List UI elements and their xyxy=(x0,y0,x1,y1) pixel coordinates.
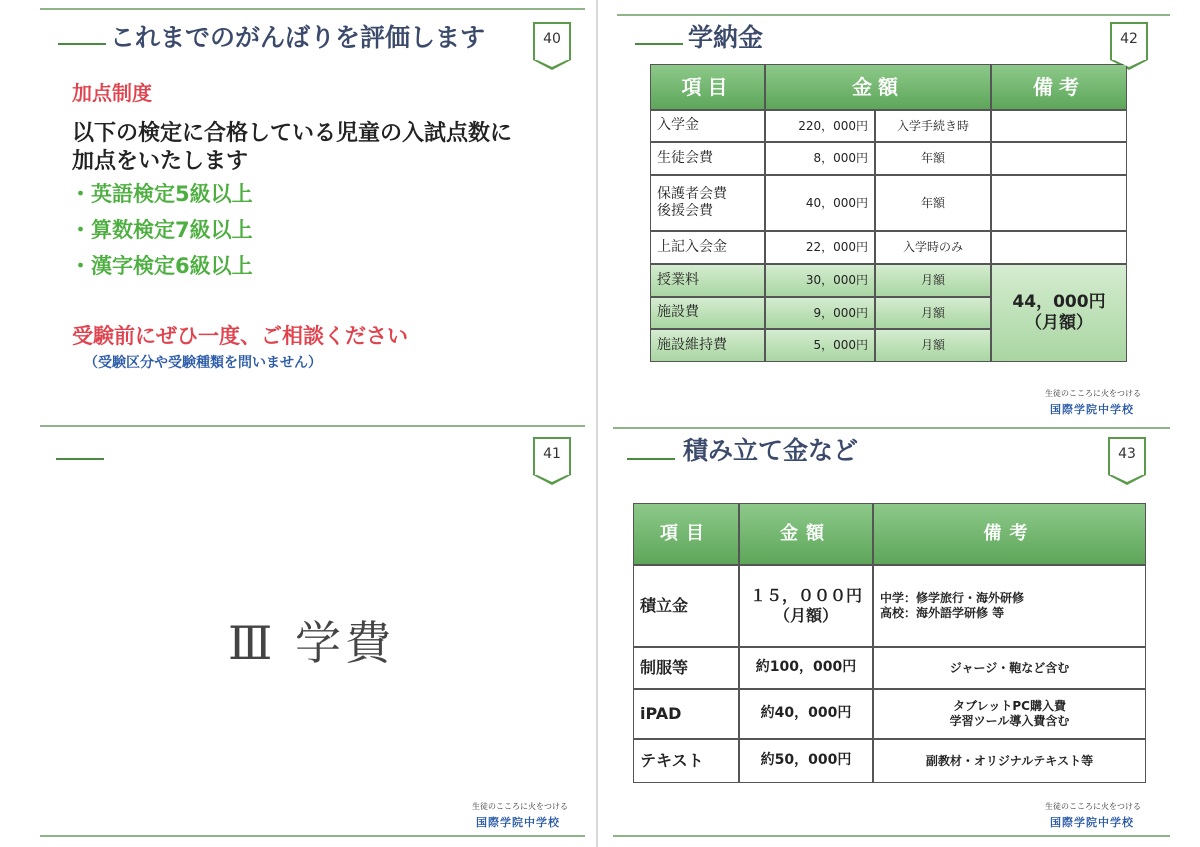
list-item xyxy=(70,214,253,250)
list-item-text: 算数検定7級以上 xyxy=(91,218,253,242)
row-note: ジャージ・鞄など含む xyxy=(873,647,1146,689)
row-extra xyxy=(991,110,1127,142)
row-item: iPAD xyxy=(633,689,739,739)
list-item-text: 英語検定5級以上 xyxy=(91,182,253,206)
row-note: 副教材・オリジナルテキスト等 xyxy=(873,739,1146,783)
page-divider xyxy=(596,0,598,847)
top-rule xyxy=(40,425,585,427)
title-underline xyxy=(58,43,106,45)
row-extra xyxy=(991,231,1127,264)
row-amount: 約100，000円 xyxy=(739,647,873,689)
page-number-badge xyxy=(1108,437,1146,475)
row-note: 入学時のみ xyxy=(875,231,991,264)
row-amount: 8，000円 xyxy=(765,142,875,175)
slide-41 xyxy=(0,425,590,847)
row-note: 入学手続き時 xyxy=(875,110,991,142)
row-note: 年額 xyxy=(875,175,991,231)
row-note: 月額 xyxy=(875,264,991,297)
page-number: 41 xyxy=(543,446,561,462)
footer-school-name: 国際学院中学校 xyxy=(1050,816,1134,829)
row-amount: １５，０００円 （月額） xyxy=(739,565,873,647)
row-item: 保護者会費 後援会費 xyxy=(650,175,765,231)
row-extra xyxy=(991,142,1127,175)
page-number: 40 xyxy=(543,31,561,47)
section-heading: 加点制度 xyxy=(72,81,152,105)
title-underline xyxy=(627,458,675,460)
page-number-badge xyxy=(533,437,571,475)
row-item: 施設費 xyxy=(650,297,765,329)
top-rule xyxy=(40,8,585,10)
row-amount: 9，000円 xyxy=(765,297,875,329)
slide-40 xyxy=(0,0,590,420)
row-note: タブレットPC購入費 学習ツール導入費含む xyxy=(873,689,1146,739)
footer-tagline: 生徒のこころに火をつける xyxy=(472,802,568,811)
slide-title: 学納金 xyxy=(688,23,764,52)
page-number: 42 xyxy=(1120,31,1138,47)
slide-title: これまでのがんばりを評価します xyxy=(110,23,486,52)
bottom-rule xyxy=(40,835,585,837)
row-amount: 5，000円 xyxy=(765,329,875,362)
page-number-badge xyxy=(1110,22,1148,60)
body-line-2: 加点をいたします xyxy=(72,149,249,174)
row-amount: 40，000円 xyxy=(765,175,875,231)
page-number-badge xyxy=(533,22,571,60)
row-note: 年額 xyxy=(875,142,991,175)
body-line-1: 以下の検定に合格している児童の入試点数に xyxy=(72,121,513,146)
top-rule xyxy=(617,14,1170,16)
list-item xyxy=(70,178,253,214)
row-item: テキスト xyxy=(633,739,739,783)
consult-message: 受験前にぜひ一度、ご相談ください xyxy=(72,324,408,348)
row-item: 入学金 xyxy=(650,110,765,142)
row-item: 施設維持費 xyxy=(650,329,765,362)
qualification-list xyxy=(70,178,253,286)
row-item: 生徒会費 xyxy=(650,142,765,175)
row-item: 上記入会金 xyxy=(650,231,765,264)
monthly-total: 44，000円 （月額） xyxy=(991,264,1127,362)
row-amount: 22，000円 xyxy=(765,231,875,264)
header-amount: 金額 xyxy=(739,503,873,565)
footer-school-name: 国際学院中学校 xyxy=(1050,403,1134,416)
bullet: ・ xyxy=(70,254,91,278)
bullet: ・ xyxy=(70,182,91,206)
row-note: 月額 xyxy=(875,297,991,329)
section-heading: Ⅲ 学費 xyxy=(228,616,395,670)
top-rule xyxy=(613,427,1170,429)
header-item: 項目 xyxy=(650,64,765,110)
footer-tagline: 生徒のこころに火をつける xyxy=(1045,389,1141,398)
list-item-text: 漢字検定6級以上 xyxy=(91,254,253,278)
tuition-table-body xyxy=(650,74,1127,368)
title-underline xyxy=(56,458,104,460)
footer-school-name: 国際学院中学校 xyxy=(476,816,560,829)
header-item: 項目 xyxy=(633,503,739,565)
row-item: 授業料 xyxy=(650,264,765,297)
header-note: 備考 xyxy=(991,64,1127,110)
row-amount: 220，000円 xyxy=(765,110,875,142)
consult-note: （受験区分や受験種類を問いません） xyxy=(84,355,322,371)
bottom-rule xyxy=(613,835,1170,837)
title-underline xyxy=(635,43,683,45)
row-note: 中学：修学旅行・海外研修 高校：海外語学研修 等 xyxy=(873,565,1146,647)
row-item: 制服等 xyxy=(633,647,739,689)
row-item: 積立金 xyxy=(633,565,739,647)
header-amount: 金額 xyxy=(765,64,991,110)
savings-table xyxy=(633,503,1146,783)
slide-42 xyxy=(605,0,1200,420)
row-amount: 30，000円 xyxy=(765,264,875,297)
slide-43 xyxy=(605,425,1200,847)
header-note: 備考 xyxy=(873,503,1146,565)
row-extra xyxy=(991,175,1127,231)
row-amount: 約40，000円 xyxy=(739,689,873,739)
slide-title: 積み立て金など xyxy=(683,436,859,465)
footer-tagline: 生徒のこころに火をつける xyxy=(1045,802,1141,811)
bullet: ・ xyxy=(70,218,91,242)
list-item xyxy=(70,250,253,286)
row-note: 月額 xyxy=(875,329,991,362)
row-amount: 約50，000円 xyxy=(739,739,873,783)
page-number: 43 xyxy=(1118,446,1136,462)
